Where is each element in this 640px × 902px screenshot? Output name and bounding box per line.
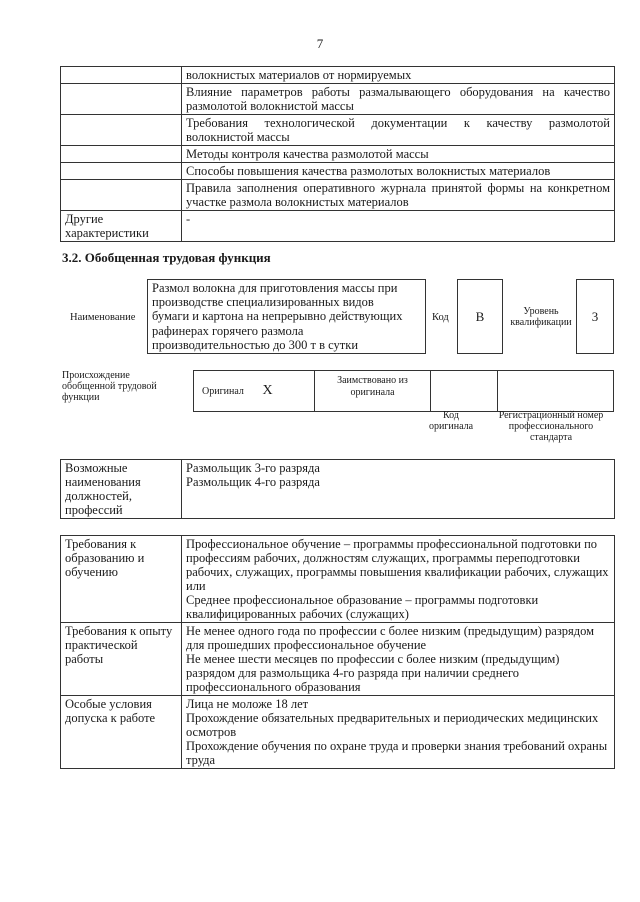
position-item: Размольщик 4-го разряда	[186, 475, 320, 489]
knowledge-row	[61, 67, 615, 84]
original-mark: X	[262, 382, 273, 398]
code-value-box	[457, 279, 503, 354]
origin-code-caption	[418, 410, 484, 432]
requirement-label: Требования к опыту практической работы	[61, 623, 182, 696]
origin-label-line-1: Происхождение	[62, 370, 130, 381]
origin-reg-caption	[486, 410, 616, 443]
borrowed-line-2: оригинала	[350, 387, 395, 398]
knowledge-row-label	[61, 115, 182, 146]
knowledge-row-text	[182, 115, 615, 146]
origin-reg-number-cell	[498, 371, 614, 412]
requirement-line: Лица не моложе 18 лет	[186, 697, 309, 711]
knowledge-line: волокнистых материалов от нормируемых	[186, 68, 412, 82]
positions-list	[182, 460, 615, 519]
origin-table	[193, 370, 614, 412]
function-name-line: Размол волокна для приготовления массы при	[152, 281, 398, 295]
knowledge-row-label	[61, 163, 182, 180]
requirement-line: Среднее профессиональное образование – программы подготовки квалифицированных рабочих (служащих)	[186, 593, 539, 621]
borrowed-line-1: Заимствовано из	[337, 375, 408, 386]
knowledge-line: Правила заполнения оперативного журнала принятой формы на конкретном	[186, 181, 610, 195]
positions-table	[60, 459, 615, 519]
level-value-box	[576, 279, 614, 354]
function-name-line: производстве специализированных видов	[152, 295, 374, 310]
function-name-line: бумаги и картона на непрерывно действующих	[152, 309, 403, 324]
requirement-line: Прохождение обязательных предварительных и периодических медицинских осмотров	[186, 711, 599, 739]
original-label: Оригинал	[202, 385, 244, 397]
requirement-label: Особые условия допуска к работе	[61, 696, 182, 769]
requirement-row	[61, 696, 615, 769]
knowledge-row	[61, 180, 615, 211]
section-title: 3.2. Обобщенная трудовая функция	[62, 250, 271, 265]
requirement-text	[182, 623, 615, 696]
knowledge-row	[61, 115, 615, 146]
knowledge-table	[60, 66, 615, 242]
code-value: B	[475, 308, 485, 324]
knowledge-line: размолотой волокнистой массы	[186, 99, 354, 113]
requirement-row	[61, 536, 615, 623]
requirement-line: Не менее одного года по профессии с более низким (предыдущим) разрядом для прошедших профессиональное обучение	[186, 624, 595, 652]
origin-borrowed-cell	[315, 371, 431, 412]
knowledge-line: Методы контроля качества размолотой массы	[186, 147, 429, 161]
knowledge-row	[61, 84, 615, 115]
knowledge-line: Требования технологической документации к качеству размолотой	[186, 116, 610, 130]
level-label-line-2: квалификации	[510, 317, 572, 328]
knowledge-line: волокнистой массы	[186, 130, 290, 144]
knowledge-line: Влияние параметров работы размалывающего оборудования на качество	[186, 85, 610, 99]
reg-caption-line-3: стандарта	[529, 432, 573, 443]
knowledge-row-label	[61, 67, 182, 84]
knowledge-row-text	[182, 211, 615, 242]
knowledge-row-label	[61, 146, 182, 163]
requirement-label: Требования к образованию и обучению	[61, 536, 182, 623]
level-value: 3	[591, 308, 599, 324]
reg-caption-line-1: Регистрационный номер	[498, 410, 604, 421]
origin-code-cell	[431, 371, 498, 412]
knowledge-row	[61, 146, 615, 163]
name-label: Наименование	[70, 312, 136, 323]
knowledge-line: -	[186, 212, 191, 226]
function-name-line: рафинерах горячего размола	[152, 323, 304, 338]
requirement-line: Профессиональное обучение – программы профессиональной подготовки по профессиям рабочих, должностям служащих, программы переподготовки рабочих, служащих, программы повышения квалификации рабочих, служащих	[186, 537, 609, 579]
knowledge-row	[61, 163, 615, 180]
code-caption-line-2: оригинала	[428, 421, 474, 432]
origin-label	[62, 370, 157, 403]
knowledge-row-text	[182, 84, 615, 115]
level-label-line-1: Уровень	[523, 306, 559, 317]
knowledge-line: Способы повышения качества размолотых волокнистых материалов	[186, 164, 551, 178]
function-name-box	[147, 279, 426, 354]
knowledge-row	[61, 211, 615, 242]
requirement-text	[182, 696, 615, 769]
code-caption-line-1: Код	[443, 410, 459, 421]
knowledge-row-label: Другие характеристики	[61, 211, 182, 242]
requirement-row	[61, 623, 615, 696]
level-label	[505, 306, 577, 328]
knowledge-row-label	[61, 84, 182, 115]
requirement-line: или	[186, 579, 206, 593]
reg-caption-line-2: профессионального	[508, 421, 594, 432]
knowledge-row-text	[182, 180, 615, 211]
function-name-line: производительностью до 300 т в сутки	[152, 337, 359, 352]
knowledge-row-label	[61, 180, 182, 211]
knowledge-row-text	[182, 67, 615, 84]
requirements-table	[60, 535, 615, 769]
origin-label-line-3: функции	[62, 392, 100, 403]
position-item: Размольщик 3-го разряда	[186, 461, 320, 475]
origin-label-line-2: обобщенной трудовой	[62, 381, 157, 392]
knowledge-row-text	[182, 146, 615, 163]
knowledge-row-text	[182, 163, 615, 180]
knowledge-line: участке размола волокнистых материалов	[186, 195, 409, 209]
positions-label: Возможные наименования должностей, профессий	[61, 460, 182, 519]
requirement-line: Не менее шести месяцев по профессии с более низким (предыдущим) разрядом для размольщика 4-го разряда при наличии среднего профессионального образования	[186, 652, 560, 694]
function-name-text	[152, 281, 421, 352]
page-number: 7	[316, 36, 324, 51]
origin-original-cell	[194, 371, 315, 412]
code-label: Код	[432, 312, 449, 323]
requirement-text	[182, 536, 615, 623]
requirement-line: Прохождение обучения по охране труда и проверки знания требований охраны труда	[186, 739, 608, 767]
